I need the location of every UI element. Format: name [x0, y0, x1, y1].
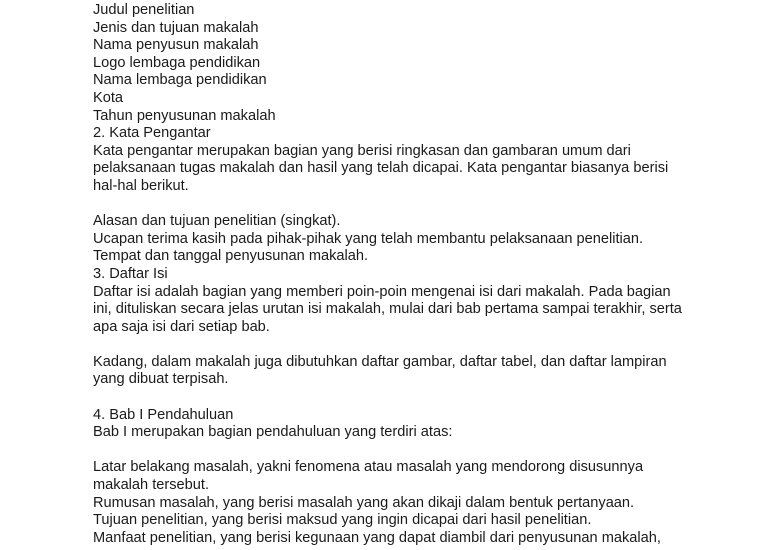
cover-item: Judul penelitian	[93, 2, 195, 18]
cover-item: Nama lembaga pendidikan	[93, 72, 267, 89]
list-item: Rumusan masalah, yang berisi masalah yang akan dikaji dalam bentuk pertanyaan.	[93, 494, 635, 511]
blank-line	[93, 336, 758, 354]
cover-item: Jenis dan tujuan makalah	[93, 19, 259, 36]
document-page	[93, 2, 758, 547]
cover-item: Kota	[93, 89, 124, 106]
cover-item: Logo lembaga pendidikan	[93, 54, 261, 71]
list-item: Tujuan penelitian, yang berisi maksud yang ingin dicapai dari hasil penelitian.	[93, 512, 592, 529]
list-item: Latar belakang masalah, yakni fenomena atau masalah yang mendorong disusunnya	[93, 459, 644, 476]
paragraph-line: ini, dituliskan secara jelas urutan isi makalah, mulai dari bab pertama sampai terakhir, serta	[93, 301, 682, 318]
paragraph-line: hal-hal berikut.	[93, 177, 189, 194]
section-heading: 3. Daftar Isi	[93, 265, 168, 282]
blank-line	[93, 389, 758, 407]
blank-line	[93, 196, 758, 214]
paragraph-line: Daftar isi adalah bagian yang memberi poin-poin mengenai isi dari makalah. Pada bagian	[93, 283, 671, 300]
list-item: Manfaat penelitian, yang berisi kegunaan yang dapat diambil dari penyusunan makalah,	[93, 529, 661, 546]
section-heading: 4. Bab I Pendahuluan	[93, 406, 234, 423]
section-heading: 2. Kata Pengantar	[93, 125, 211, 142]
cover-item: Nama penyusun makalah	[93, 37, 259, 54]
cover-item: Tahun penyusunan makalah	[93, 107, 276, 124]
blank-line	[93, 442, 758, 460]
cover-items-list	[93, 2, 758, 125]
paragraph-line: apa saja isi dari setiap bab.	[93, 318, 270, 335]
paragraph-line: Kadang, dalam makalah juga dibutuhkan daftar gambar, daftar tabel, dan daftar lampiran	[93, 353, 667, 370]
paragraph-line: Bab I merupakan bagian pendahuluan yang terdiri atas:	[93, 424, 453, 441]
section-kata-pengantar	[93, 125, 758, 266]
list-item: Alasan dan tujuan penelitian (singkat).	[93, 213, 341, 230]
paragraph-line: Kata pengantar merupakan bagian yang berisi ringkasan dan gambaran umum dari	[93, 142, 631, 159]
list-item: makalah tersebut.	[93, 477, 210, 494]
list-item: Ucapan terima kasih pada pihak-pihak yang telah membantu pelaksanaan penelitian.	[93, 230, 644, 247]
list-item: Tempat dan tanggal penyusunan makalah.	[93, 248, 369, 265]
section-daftar-isi	[93, 266, 758, 407]
paragraph-line: pelaksanaan tugas makalah dan hasil yang telah dicapai. Kata pengantar biasanya berisi	[93, 160, 669, 177]
section-bab-pendahuluan	[93, 407, 758, 548]
paragraph-line: yang dibuat terpisah.	[93, 371, 229, 388]
